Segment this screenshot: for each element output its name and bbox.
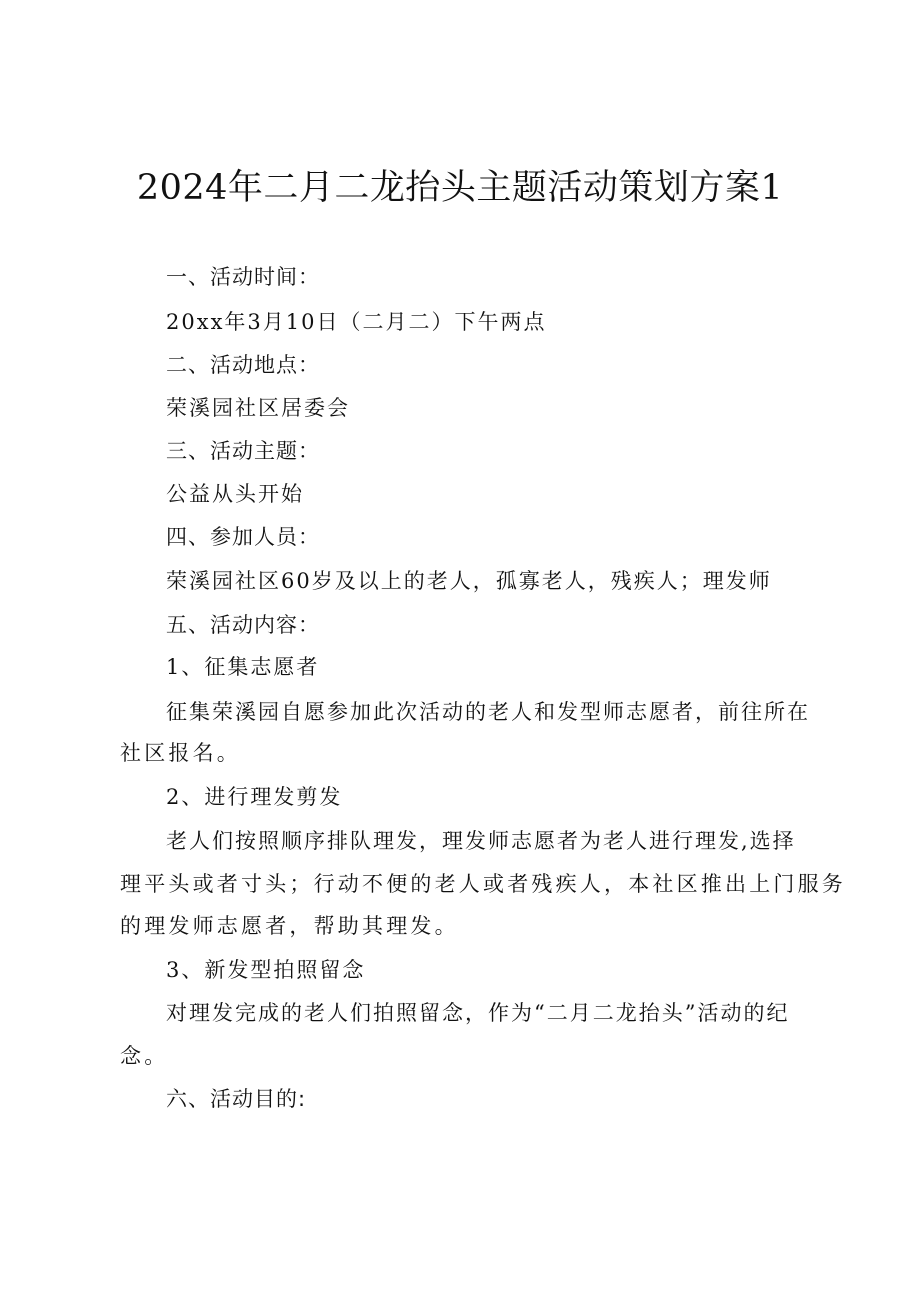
content-item1-title: 1、征集志愿者 [166,655,320,679]
content-item2-line2: 理平头或者寸头；行动不便的老人或者残疾人，本社区推出上门服务 [120,872,846,896]
content-item3-line2: 念。 [120,1044,169,1068]
section-theme-text: 公益从头开始 [166,482,304,506]
section-location-heading: 二、活动地点： [166,353,320,377]
content-item2-title: 2、进行理发剪发 [166,785,343,809]
section-theme-heading: 三、活动主题： [166,439,320,463]
content-item2-line1: 老人们按照顺序排队理发，理发师志愿者为老人进行理发,选择 [166,829,796,853]
section-location-text: 荣溪园社区居委会 [166,396,350,420]
section-participants-text: 荣溪园社区60岁及以上的老人，孤寡老人，残疾人；理发师 [166,569,772,593]
content-item1-line1: 征集荣溪园自愿参加此次活动的老人和发型师志愿者，前往所在 [166,700,810,724]
section-participants-heading: 四、参加人员： [166,525,320,549]
document-title: 2024年二月二龙抬头主题活动策划方案1 [136,168,784,208]
section-purpose-heading: 六、活动目的: [166,1087,307,1111]
content-item3-line1: 对理发完成的老人们拍照留念，作为“二月二龙抬头”活动的纪 [166,1001,790,1025]
content-item3-title: 3、新发型拍照留念 [166,958,366,982]
section-time-heading: 一、活动时间： [166,265,320,289]
content-item2-line3: 的理发师志愿者，帮助其理发。 [120,914,459,938]
content-item1-line2: 社区报名。 [120,741,241,765]
section-content-heading: 五、活动内容： [166,613,320,637]
section-time-text: 20xx年3月10日（二月二）下午两点 [166,310,547,334]
